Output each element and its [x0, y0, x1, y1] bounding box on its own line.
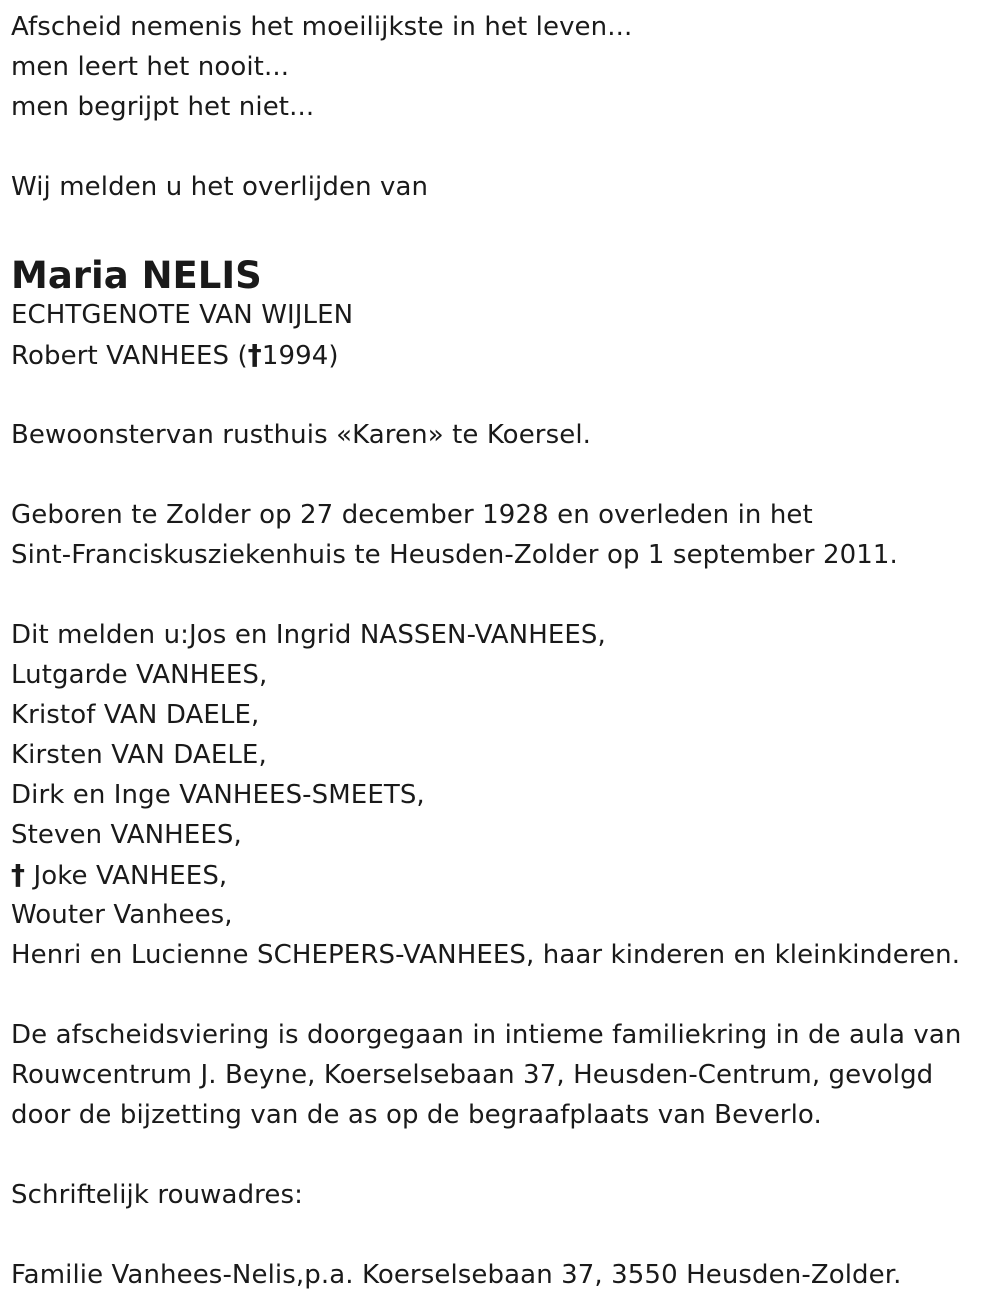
spacer — [11, 1215, 991, 1255]
family-member: Wouter Vanhees, — [11, 900, 233, 930]
intro-line: men leert het nooit... — [11, 52, 290, 82]
family-list — [11, 615, 991, 975]
ceremony-line: Rouwcentrum J. Beyne, Koerselsebaan 37, Heusden-Centrum, gevolgd — [11, 1060, 934, 1090]
spacer — [11, 975, 991, 1015]
intro-verse — [11, 7, 991, 127]
relation-text: ECHTGENOTE VAN WIJLEN — [11, 300, 354, 330]
family-intro: Dit melden u:Jos en Ingrid NASSEN-VANHEES, — [11, 620, 606, 650]
spouse-block — [11, 295, 991, 375]
residence-text: Bewoonstervan rusthuis «Karen» te Koersel. — [11, 420, 592, 450]
family-member-name: Joke VANHEES, — [33, 861, 228, 891]
family-member: Henri en Lucienne SCHEPERS-VANHEES, haar kinderen en kleinkinderen. — [11, 940, 961, 970]
announcement-text: Wij melden u het overlijden van — [11, 172, 429, 202]
ceremony-line: De afscheidsviering is doorgegaan in intieme familiekring in de aula van — [11, 1020, 962, 1050]
ceremony-info — [11, 1015, 991, 1135]
birth-death-line: Geboren te Zolder op 27 december 1928 en overleden in het — [11, 500, 813, 530]
spouse-line — [11, 335, 991, 375]
family-member: Kirsten VAN DAELE, — [11, 740, 267, 770]
intro-line: men begrijpt het niet... — [11, 92, 315, 122]
family-member: Lutgarde VANHEES, — [11, 660, 268, 690]
family-member: Dirk en Inge VANHEES-SMEETS, — [11, 780, 425, 810]
ceremony-line: door de bijzetting van de as op de begraafplaats van Beverlo. — [11, 1100, 822, 1130]
family-member: Kristof VAN DAELE, — [11, 700, 260, 730]
spacer — [11, 207, 991, 247]
deceased-name: Maria NELIS — [11, 254, 262, 297]
spacer — [11, 375, 991, 415]
spacer — [11, 575, 991, 615]
spouse-name: Robert VANHEES ( — [11, 341, 248, 371]
cross-icon: † — [11, 858, 26, 891]
spacer — [11, 455, 991, 495]
spouse-death-year: 1994) — [261, 341, 339, 371]
family-member-deceased — [11, 855, 991, 895]
family-member: Steven VANHEES, — [11, 820, 242, 850]
birth-death-info — [11, 495, 991, 575]
cross-icon: † — [247, 338, 262, 371]
birth-death-line: Sint-Franciskusziekenhuis te Heusden-Zolder op 1 september 2011. — [11, 540, 898, 570]
spacer — [11, 127, 991, 167]
intro-line: Afscheid nemenis het moeilijkste in het leven... — [11, 12, 633, 42]
obituary-notice — [11, 7, 991, 1295]
address-label: Schriftelijk rouwadres: — [11, 1180, 303, 1210]
mourning-address: Familie Vanhees-Nelis,p.a. Koerselsebaan 37, 3550 Heusden-Zolder. — [11, 1260, 902, 1290]
spacer — [11, 1135, 991, 1175]
